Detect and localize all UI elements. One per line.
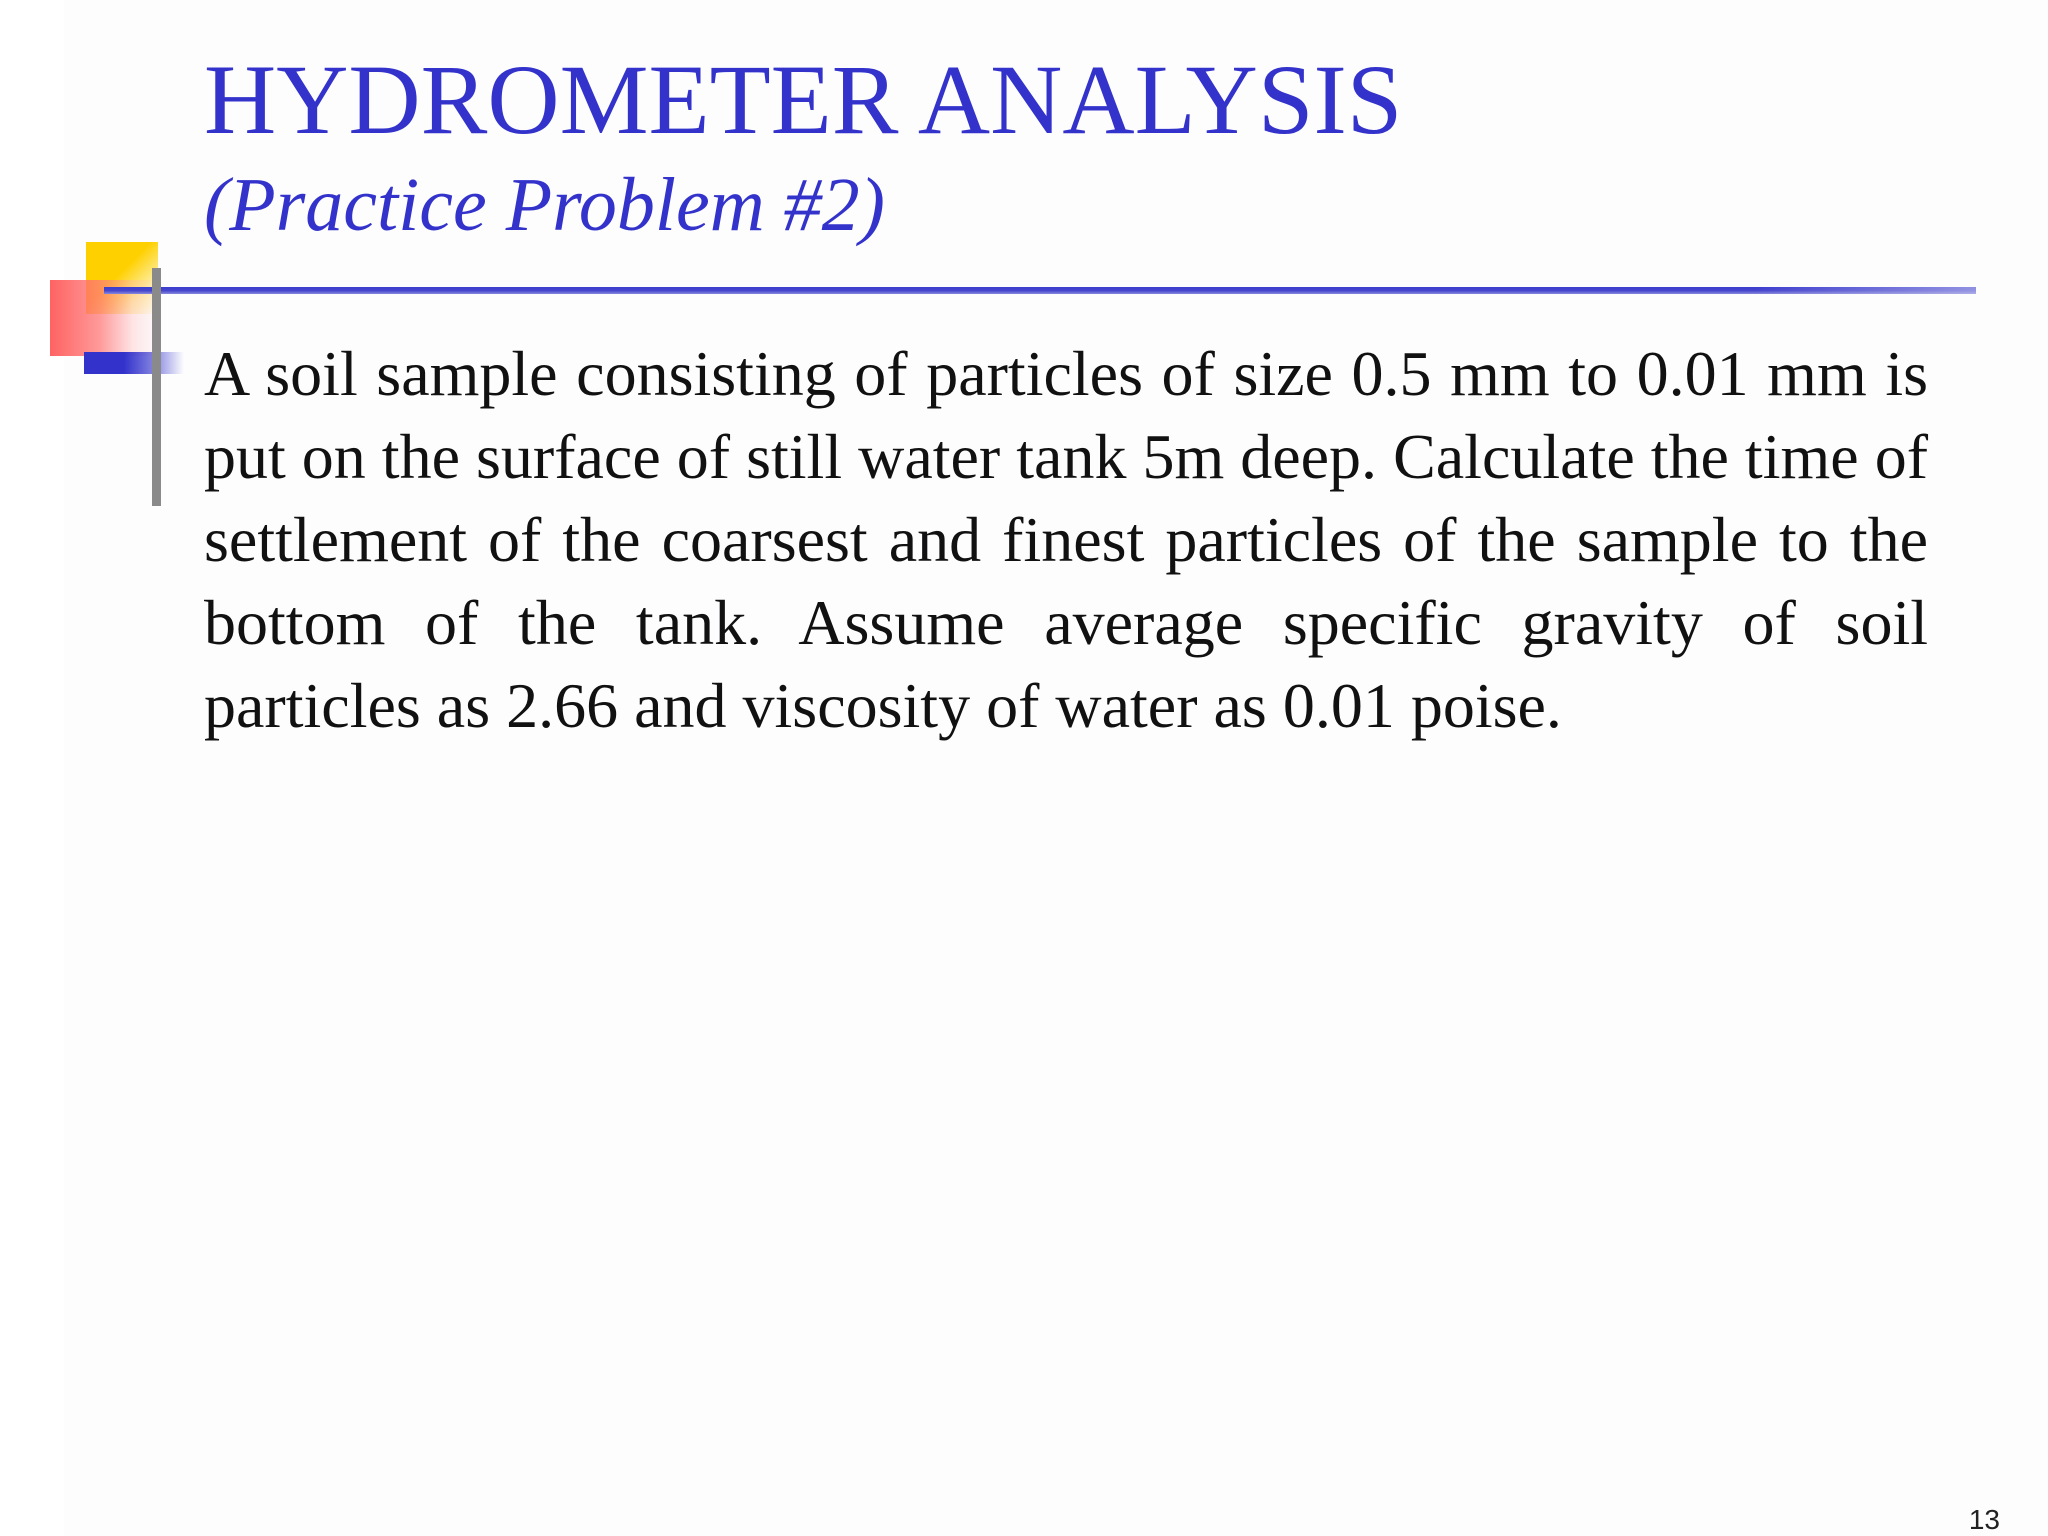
decorative-vertical-line: [152, 268, 161, 506]
slide-title: HYDROMETER ANALYSIS: [204, 44, 1403, 155]
decorative-blue-bar: [84, 352, 184, 374]
title-underline-rule: [104, 287, 1976, 294]
problem-statement: A soil sample consisting of particles of size 0.5 mm to 0.01 mm is put on the surface of still water tank 5m deep. Calculate the time of settlement of the coarsest and finest particles of the sample to the bottom of the tank. Assume average specific gravity of soil particles as 2.66 and viscosity of water as 0.01 poise.: [204, 338, 1928, 741]
slide-subtitle: (Practice Problem #2): [204, 163, 885, 247]
page-number: 13: [1968, 1504, 2000, 1535]
